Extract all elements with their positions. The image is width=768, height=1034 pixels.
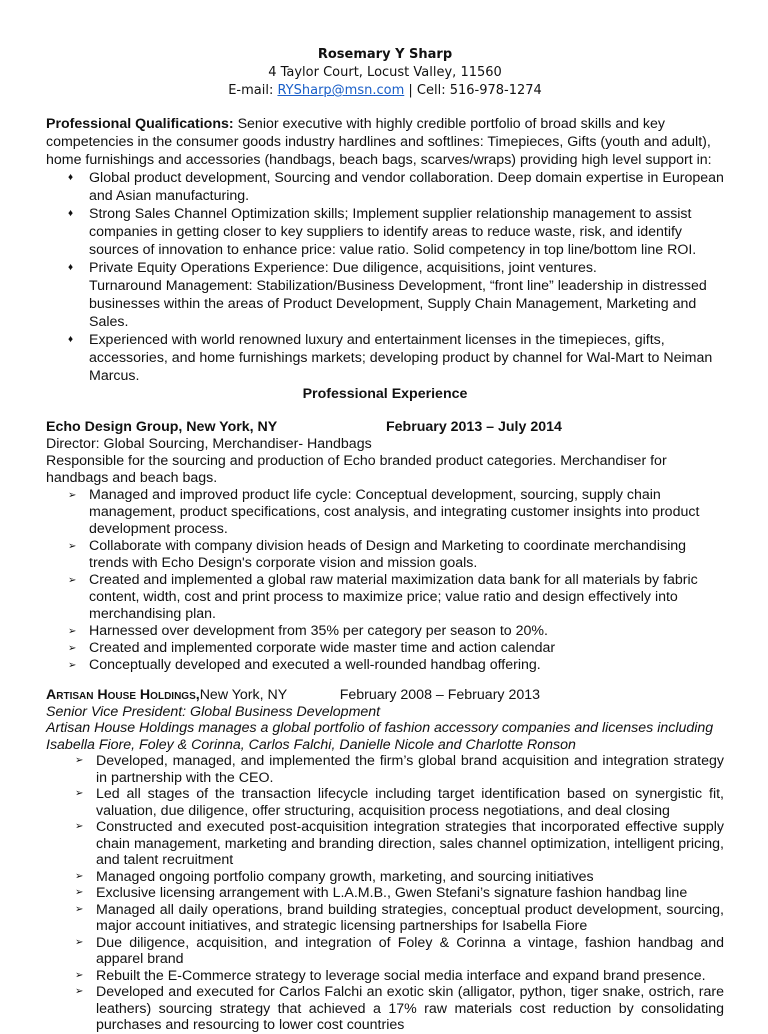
job-role: Senior Vice President: Global Business Development [46, 703, 381, 720]
contact-line [46, 82, 724, 100]
list-item: ➢ Managed ongoing portfolio company growth, marketing, and sourcing initiatives [96, 869, 724, 886]
email-link[interactable]: RYSharp@msn.com [277, 83, 405, 98]
list-item: ➢ Created and implemented a global raw material maximization data bank for all materials by fabric content, width, cost and print process to maximize price; value ratio and design effectively into merchandising plan. [89, 572, 724, 623]
list-item-text: ♦ Private Equity Operations Experience: Due diligence, acquisitions, joint ventures. [89, 260, 597, 276]
qualifications-intro [46, 115, 724, 169]
job-role: Director: Global Sourcing, Merchandiser- Handbags [46, 436, 372, 452]
list-item: ➢ Created and implemented corporate wide master time and action calendar [89, 640, 724, 657]
qualifications-text: Senior executive with highly credible portfolio of broad skills and key competencies in the consumer goods industry hardlines and softlines: Timepieces, Gifts (youth and adult), home furnishings and accessories (handbags, beach bags, scarves/wraps) providing high level support in: [46, 116, 712, 168]
list-item: ♦ Global product development, Sourcing and vendor collaboration. Deep domain expertise in European and Asian manufacturing. [89, 169, 724, 205]
job-header [46, 419, 724, 436]
job-bullets [46, 487, 724, 674]
list-item: ➢ Constructed and executed post-acquisition integration strategies that incorporated effective supply chain management, marketing and branding direction, sales channel optimization, intelligent pricing, and talent recruitment [96, 819, 724, 869]
list-item: ➢ Developed, managed, and implemented the firm’s global brand acquisition and integration strategy in partnership with the CEO. [96, 753, 724, 786]
job-echo-design [46, 419, 724, 674]
job-bullets [46, 753, 724, 1034]
list-item [89, 259, 724, 331]
list-item: ➢ Conceptually developed and executed a well-rounded handbag offering. [89, 657, 724, 674]
list-item: ➢ Harnessed over development from 35% per category per season to 20%. [89, 623, 724, 640]
job-description: Responsible for the sourcing and production of Echo branded product categories. Merchandiser for handbags and beach bags. [46, 453, 667, 486]
job-description: Artisan House Holdings manages a global portfolio of fashion accessory companies and licenses including Isabella Fiore, Foley & Corinna, Carlos Falchi, Danielle Nicole and Charlotte Ronson [46, 720, 714, 753]
list-item: ➢ Managed and improved product life cycle: Conceptual development, sourcing, supply chain management, product specifications, cost analysis, and integrating customer insights into product development process. [89, 487, 724, 538]
list-item: ♦ Strong Sales Channel Optimization skills; Implement supplier relationship management to assist companies in getting closer to key suppliers to identify areas to reduce waste, risk, and identify sources of innovation to enhance price: value ratio. Solid competency in top line/bottom line ROI. [89, 205, 724, 259]
job-header [46, 687, 724, 704]
company-name: Artisan House Holdings, [46, 687, 200, 703]
list-item: ➢ Led all stages of the transaction lifecycle including target identification based on synergistic fit, valuation, due diligence, offer structuring, acquisition process negotiations, and deal closing [96, 786, 724, 819]
list-item: ➢ Managed all daily operations, brand building strategies, conceptual product development, sourcing, major account initiatives, and strategic licensing partnerships for Isabella Fiore [96, 902, 724, 935]
address: 4 Taylor Court, Locust Valley, 11560 [268, 65, 502, 80]
list-item: ➢ Rebuilt the E-Commerce strategy to leverage social media interface and expand brand presence. [96, 968, 724, 985]
company-location: New York, NY [199, 687, 288, 703]
list-item: ➢ Collaborate with company division heads of Design and Marketing to coordinate merchandising trends with Echo Design's corporate vision and mission goals. [89, 538, 724, 572]
qualifications-list [46, 169, 724, 385]
list-item: ➢ Due diligence, acquisition, and integration of Foley & Corinna a vintage, fashion handbag and apparel brand [96, 935, 724, 968]
resume-header [46, 46, 724, 100]
job-artisan-house [46, 687, 724, 1034]
list-item: ➢ Developed and executed for Carlos Falchi an exotic skin (alligator, python, tiger snake, ostrich, rare leathers) sourcing strategy that achieved a 17% raw materials cost reduction by consolidating purchases and resourcing to lower cost countries [96, 984, 724, 1034]
job-dates: February 2013 – July 2014 [386, 419, 562, 435]
qualifications-label: Professional Qualifications: [46, 116, 234, 132]
section-title-experience: Professional Experience [302, 386, 468, 402]
list-item-continuation: Turnaround Management: Stabilization/Business Development, “front line” leadership in distressed businesses within the areas of Product Development, Supply Chain Management, Marketing and Sales. [89, 278, 707, 330]
cell-phone: | Cell: 516-978-1274 [404, 83, 542, 98]
job-dates: February 2008 – February 2013 [339, 687, 541, 703]
professional-qualifications [46, 115, 724, 385]
email-label: E-mail: [228, 83, 278, 98]
list-item: ➢ Exclusive licensing arrangement with L.A.M.B., Gwen Stefani’s signature fashion handbag line [96, 885, 724, 902]
company-name: Echo Design Group, New York, NY [46, 419, 278, 435]
list-item: ♦ Experienced with world renowned luxury and entertainment licenses in the timepieces, gifts, accessories, and home furnishings markets; developing product by channel for Wal-Mart to Neiman Marcus. [89, 331, 724, 385]
candidate-name: Rosemary Y Sharp [317, 47, 453, 62]
